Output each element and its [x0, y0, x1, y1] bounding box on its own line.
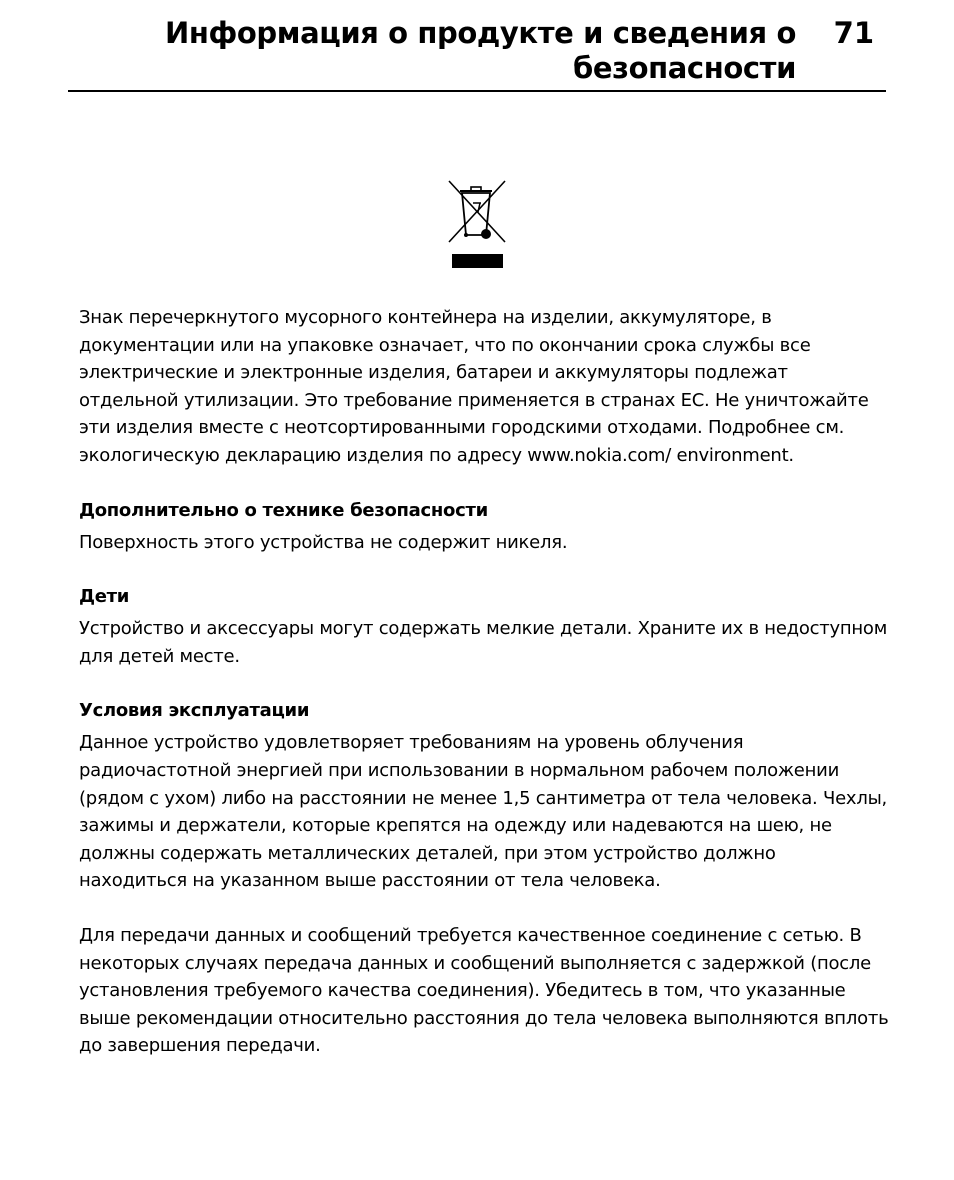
page-number: 71	[833, 16, 874, 50]
section-text-operating-conditions: Данное устройство удовлетворяет требованиям на уровень облучения радиочастотной энергией при использовании в нормальном рабочем положении (рядом с ухом) либо на расстоянии не менее 1,5 сантиметра от тела человека. Чехлы, зажимы и держатели, которые крепятся на одежду или надеваются на шею, не должны содержать металлических деталей, при этом устройство должно находиться на указанном выше расстоянии от тела человека.	[79, 732, 888, 892]
section-heading-safety: Дополнительно о технике безопасности	[79, 499, 488, 521]
section-heading-operating-conditions: Условия эксплуатации	[79, 700, 310, 722]
page-title: Информация о продукте и сведения о безопасности	[165, 16, 796, 85]
crossed-out-wheeled-bin-icon	[445, 179, 507, 271]
section-heading-children: Дети	[79, 586, 130, 608]
section-text-safety: Поверхность этого устройства не содержит никеля.	[79, 531, 568, 553]
intro-paragraph: Знак перечеркнутого мусорного контейнера на изделии, аккумуляторе, в документации или на упаковке означает, что по окончании срока службы все электрические и электронные изделия, батареи и аккумуляторы подлежат отдельной утилизации. Это требование применяется в странах ЕС. Не уничтожайте эти изделия вместе с неотсортированными городскими отходами. Подробнее см. экологическую декларацию изделия по адресу www.nokia.com/ environment.	[79, 307, 869, 466]
section-text-children: Устройство и аксессуары могут содержать мелкие детали. Храните их в недоступном для детей месте.	[79, 618, 888, 667]
main-content	[79, 304, 889, 1060]
closing-paragraph: Для передачи данных и сообщений требуется качественное соединение с сетью. В некоторых случаях передача данных и сообщений выполняется с задержкой (после установления требуемого качества соединения). Убедитесь в том, что указанные выше рекомендации относительно расстояния до тела человека выполняются вплоть до завершения передачи.	[79, 924, 889, 1057]
page-header	[68, 16, 886, 92]
